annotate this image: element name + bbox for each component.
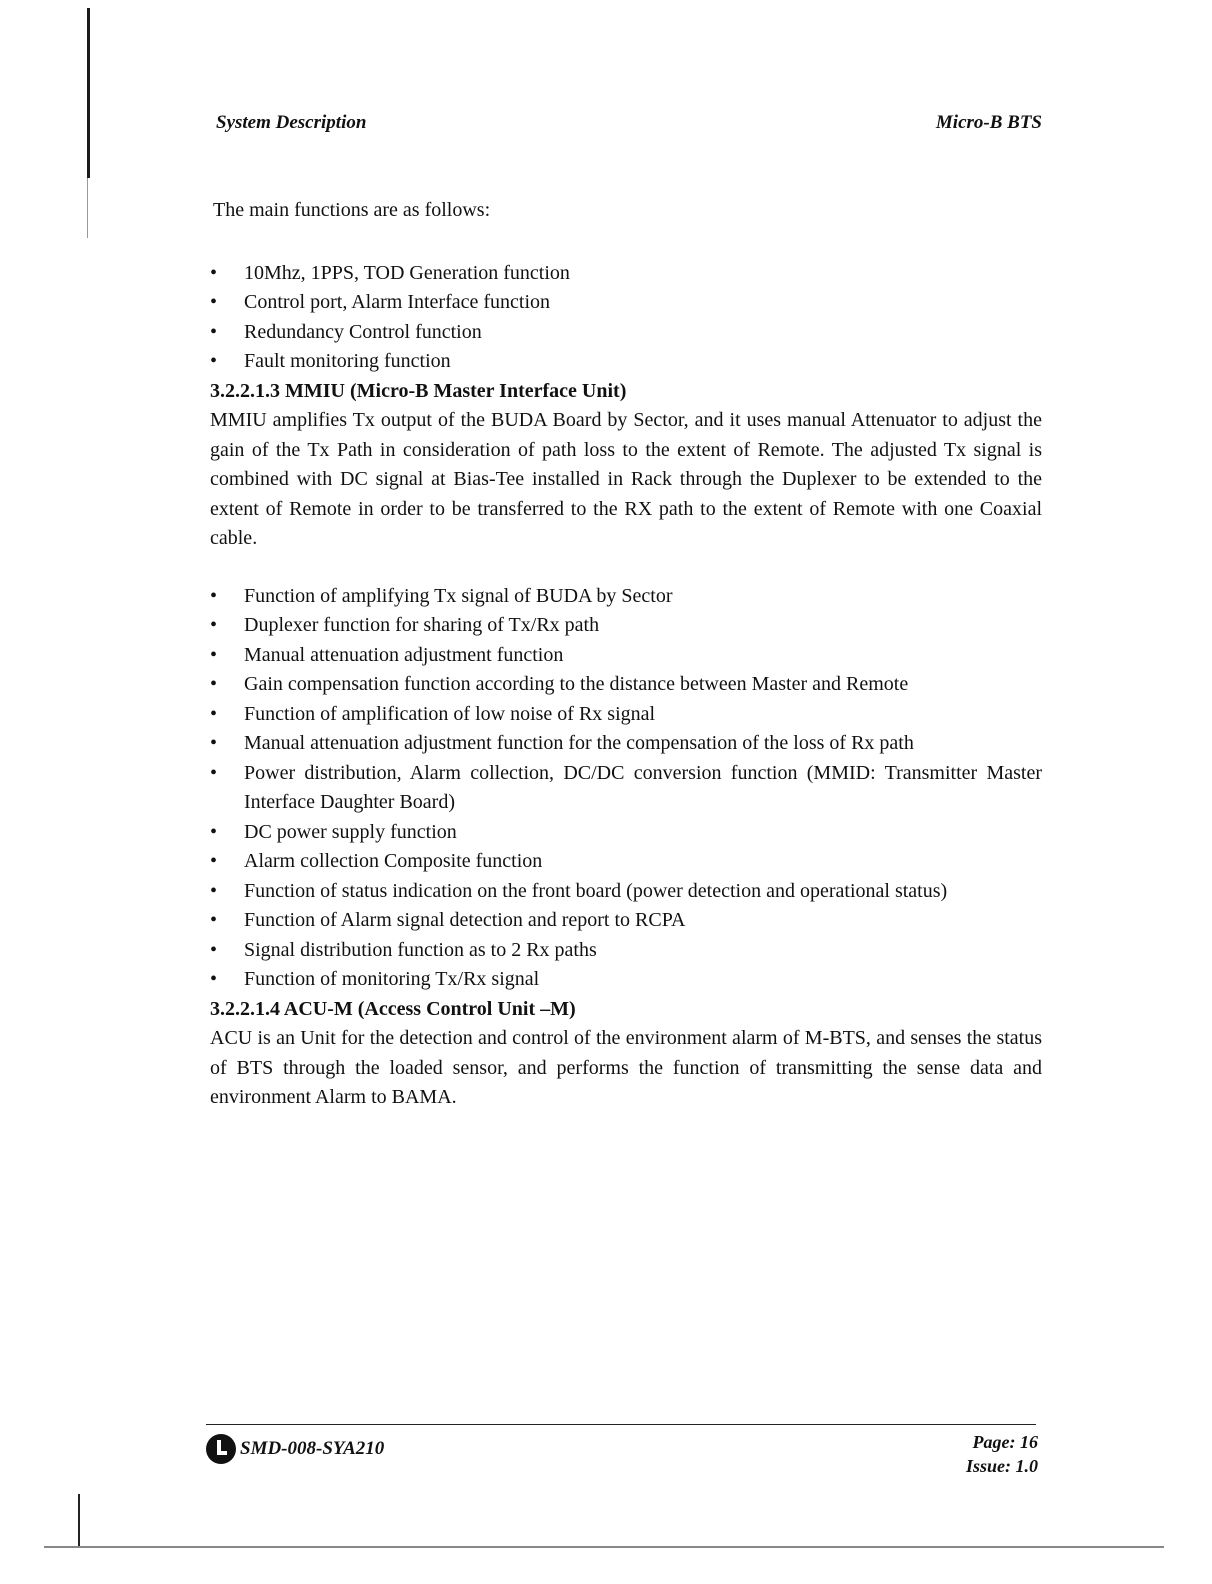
list-item: • Alarm collection Composite function	[210, 847, 1042, 877]
list-item: • Function of amplification of low noise of Rx signal	[210, 700, 1042, 730]
scan-bottom-edge	[44, 1546, 1164, 1548]
footer-right	[966, 1430, 1038, 1478]
list-item: • Redundancy Control function	[210, 318, 1042, 348]
list-item: • Function of Alarm signal detection and report to RCPA	[210, 906, 1042, 936]
list-item: • Function of status indication on the front board (power detection and operational status)	[210, 877, 1042, 907]
section-heading-acu: 3.2.2.1.4 ACU-M (Access Control Unit –M)	[210, 997, 576, 1020]
footer-left	[206, 1434, 384, 1464]
main-functions-list	[210, 259, 1042, 377]
list-item: • Fault monitoring function	[210, 347, 1042, 377]
page-body	[210, 196, 1042, 1113]
footer-divider	[206, 1424, 1036, 1425]
running-header-left: System Description	[216, 112, 367, 133]
list-item: • Control port, Alarm Interface function	[210, 288, 1042, 318]
document-code: SMD-008-SYA210	[240, 1438, 385, 1459]
scan-edge-mark-faint	[87, 178, 88, 238]
list-item: • Power distribution, Alarm collection, DC/DC conversion function (MMID: Transmitter Master Interface Daughter Board)	[210, 759, 1042, 818]
list-item: • Duplexer function for sharing of Tx/Rx path	[210, 611, 1042, 641]
mmiu-paragraph: MMIU amplifies Tx output of the BUDA Board by Sector, and it uses manual Attenuator to adjust the gain of the Tx Path in consideration of path loss to the extent of Remote. The adjusted Tx signal is combined with DC signal at Bias-Tee installed in Rack through the Duplexer to be extended to the extent of Remote in order to be transferred to the RX path to the extent of Remote with one Coaxial cable.	[210, 409, 1042, 549]
scan-bottom-mark	[78, 1494, 80, 1546]
mmiu-functions-list	[210, 582, 1042, 995]
issue-number: Issue: 1.0	[965, 1456, 1038, 1476]
lg-logo-icon	[206, 1434, 236, 1464]
list-item: • Gain compensation function according to the distance between Master and Remote	[210, 670, 1042, 700]
acu-paragraph: ACU is an Unit for the detection and control of the environment alarm of M-BTS, and senses the status of BTS through the loaded sensor, and performs the function of transmitting the sense data and environment Alarm to BAMA.	[210, 1027, 1042, 1108]
list-item: • Function of monitoring Tx/Rx signal	[210, 965, 1042, 995]
list-item: • Manual attenuation adjustment function for the compensation of the loss of Rx path	[210, 729, 1042, 759]
running-header-right: Micro-B BTS	[935, 112, 1042, 133]
list-item: • DC power supply function	[210, 818, 1042, 848]
scan-edge-mark	[87, 8, 90, 178]
list-item: • 10Mhz, 1PPS, TOD Generation function	[210, 259, 1042, 289]
list-item: • Manual attenuation adjustment function	[210, 641, 1042, 671]
list-item: • Function of amplifying Tx signal of BUDA by Sector	[210, 582, 1042, 612]
section-heading-mmiu: 3.2.2.1.3 MMIU (Micro-B Master Interface Unit)	[210, 379, 627, 402]
list-item: • Signal distribution function as to 2 Rx paths	[210, 936, 1042, 966]
page-number: Page: 16	[972, 1432, 1038, 1452]
intro-text: The main functions are as follows:	[213, 199, 491, 221]
